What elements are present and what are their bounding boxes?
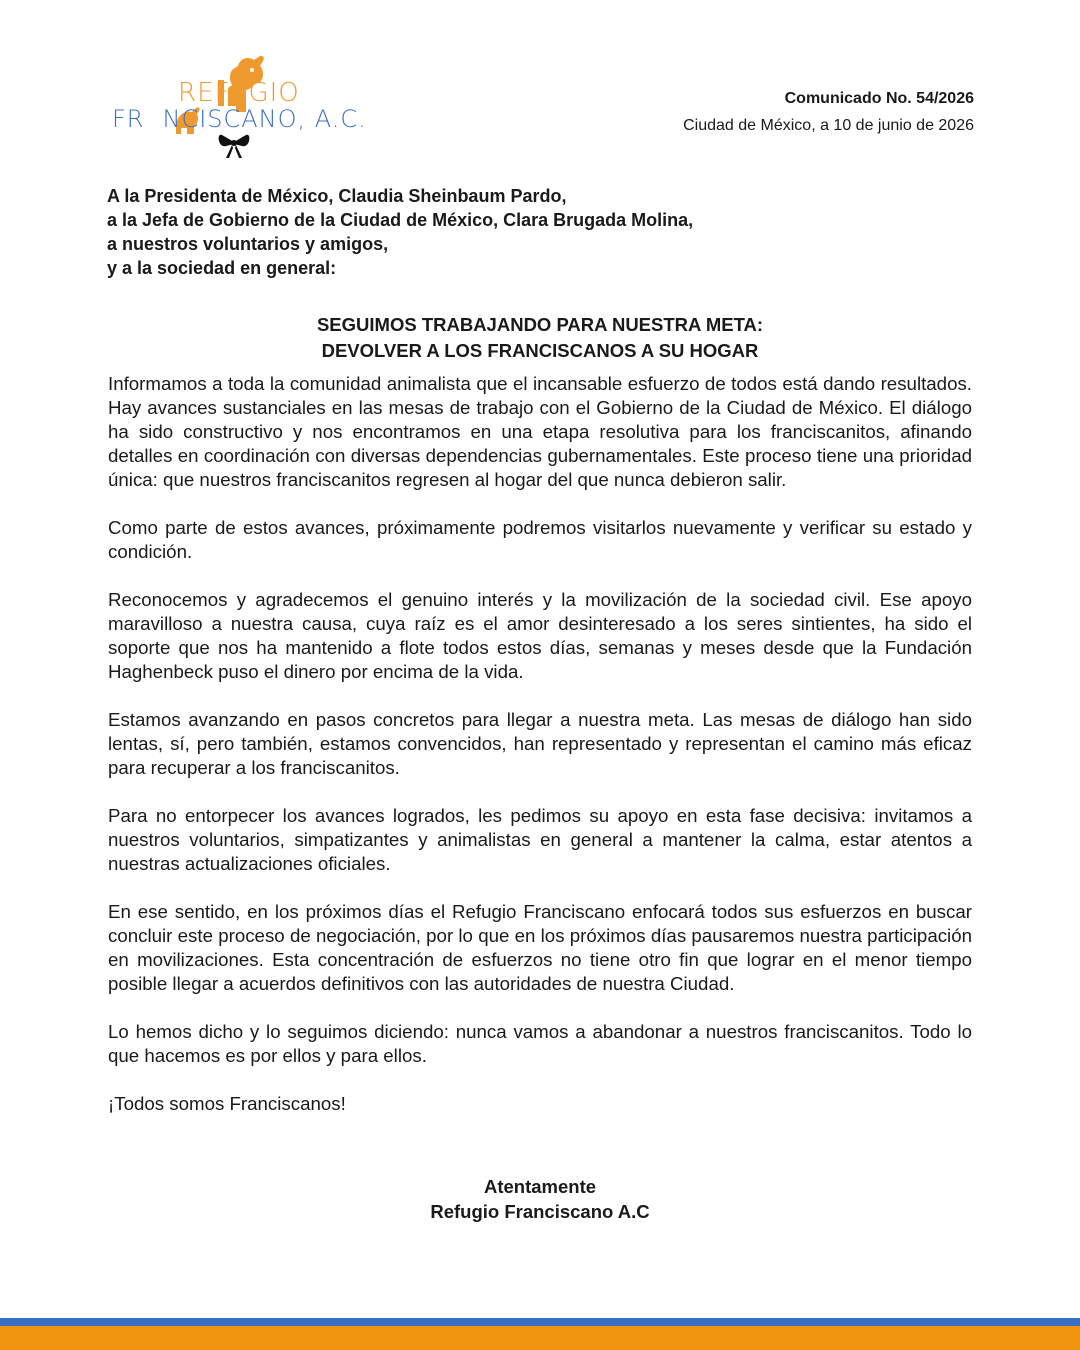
addressee-block (107, 184, 693, 280)
body-paragraph: En ese sentido, en los próximos días el Refugio Franciscano enfocará todos sus esfuerzos en buscar concluir este proceso de negociación, por lo que en los próximos días pausaremos nuestra participación en movilizaciones. Esta concentración de esfuerzos no tiene otro fin que lograr en el menor tiempo posible llegar a acuerdos definitivos con las autoridades de nuestra Ciudad. (108, 901, 972, 994)
addressee-line: A la Presidenta de México, Claudia Sheinbaum Pardo, (107, 186, 567, 206)
body-paragraph: Para no entorpecer los avances logrados, les pedimos su apoyo en esta fase decisiva: invitamos a nuestros voluntarios, simpatizantes y animalistas en general a mantener la calma, estar atentos a nuestras actualizaciones oficiales. (108, 805, 972, 874)
logo-word-gio: GIO (248, 78, 300, 108)
title-line-1: SEGUIMOS TRABAJANDO PARA NUESTRA META: (316, 314, 764, 335)
closing-slogan: ¡Todos somos Franciscanos! (108, 1093, 346, 1114)
document-header (683, 88, 974, 142)
footer-bar-orange (0, 1326, 1080, 1350)
logo-word-fr: FR (112, 105, 145, 133)
title-line-2: DEVOLVER A LOS FRANCISCANOS A SU HOGAR (321, 340, 759, 361)
signature-organization: Refugio Franciscano A.C (430, 1201, 650, 1222)
document-date: Ciudad de México, a 10 de junio de 2026 (683, 117, 974, 134)
document-body (108, 372, 972, 1116)
body-paragraph: Reconocemos y agradecemos el genuino interés y la movilización de la sociedad civil. Ese apoyo maravilloso a nuestra causa, cuya raíz es el amor desinteresado a los seres sintientes, ha sido el soporte que nos ha mantenido a flote todos estos días, semanas y meses desde que la Fundación Haghenbeck puso el dinero por encima de la vida. (108, 589, 972, 682)
bow-icon (218, 132, 250, 160)
signature-block (0, 1174, 1080, 1224)
body-paragraph: Informamos a toda la comunidad animalista que el incansable esfuerzo de todos está dando resultados. Hay avances sustanciales en las mesas de trabajo con el Gobierno de la Ciudad de México. El diálogo ha sido constructivo y nos encontramos en una etapa resolutiva para los franciscanitos, afinando detalles en coordinación con diversas dependencias gubernamentales. Este proceso tiene una prioridad única: que nuestros franciscanitos regresen al hogar del que nunca debieron salir. (108, 373, 972, 490)
document-title (0, 312, 1080, 364)
comunicado-number: Comunicado No. 54/2026 (784, 90, 974, 107)
body-paragraph: Lo hemos dicho y lo seguimos diciendo: nunca vamos a abandonar a nuestros franciscanitos. Todo lo que hacemos es por ellos y para ellos. (108, 1021, 972, 1066)
body-paragraph: Estamos avanzando en pasos concretos para llegar a nuestra meta. Las mesas de diálogo han sido lentas, sí, pero también, estamos convencidos, han representado y representan el camino más eficaz para recuperar a los franciscanitos. (108, 709, 972, 778)
body-paragraph: Como parte de estos avances, próximamente podremos visitarlos nuevamente y verificar su estado y condición. (108, 517, 972, 562)
footer-bar-blue (0, 1318, 1080, 1326)
logo-word-nciscano: NCISCANO, A.C. (162, 105, 367, 133)
addressee-line: y a la sociedad en general: (107, 258, 337, 278)
logo (110, 52, 367, 164)
addressee-line: a nuestros voluntarios y amigos, (107, 234, 389, 254)
signature-closing: Atentamente (483, 1176, 597, 1197)
logo-text-line1 (178, 80, 300, 106)
addressee-line: a la Jefa de Gobierno de la Ciudad de México, Clara Brugada Molina, (107, 210, 694, 230)
logo-text-line2 (112, 107, 367, 131)
logo-word-ref: REF (178, 78, 231, 108)
